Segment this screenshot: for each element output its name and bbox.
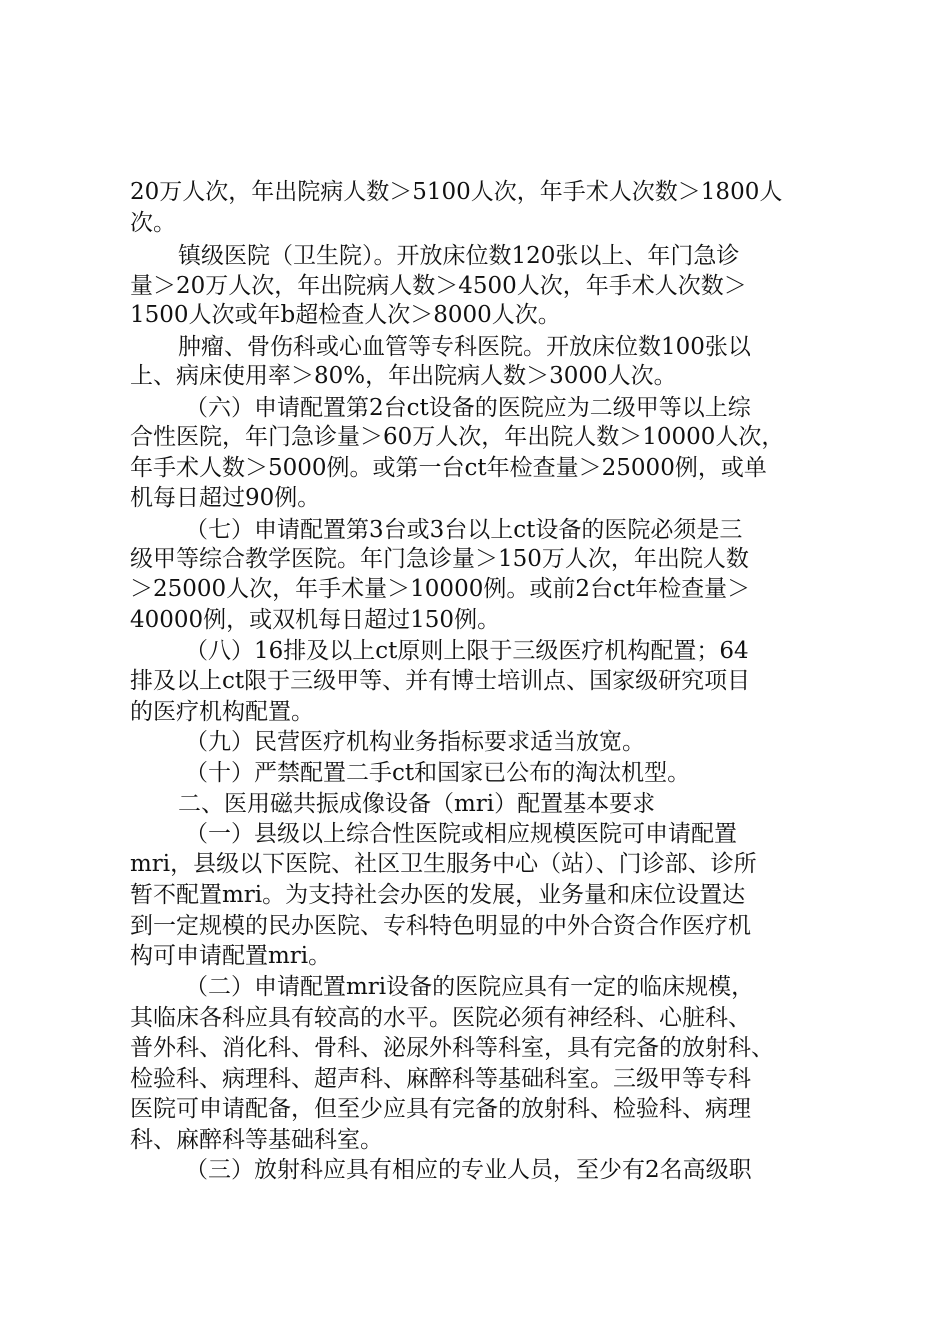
text-line: 量＞20万人次，年出院病人数＞4500人次，年手术人次数＞ — [130, 273, 747, 299]
text-line: 检验科、病理科、超声科、麻醉科等基础科室。三级甲等专科 — [130, 1066, 751, 1092]
text-line: 20万人次，年出院病人数＞5100人次，年手术人次数＞1800人 — [130, 179, 783, 205]
text-line: （七）申请配置第3台或3台以上ct设备的医院必须是三 — [185, 517, 743, 543]
text-line: （一）县级以上综合性医院或相应规模医院可申请配置 — [185, 821, 737, 847]
text-line: （三）放射科应具有相应的专业人员，至少有2名高级职 — [185, 1157, 752, 1183]
text-line: 上、病床使用率＞80%，年出院病人数＞3000人次。 — [130, 363, 677, 389]
text-line: 暂不配置mri。为支持社会办医的发展，业务量和床位设置达 — [130, 882, 746, 908]
text-line: ＞25000人次，年手术量＞10000例。或前2台ct年检查量＞ — [130, 576, 751, 602]
text-line: 次。 — [130, 210, 176, 236]
text-line: （八）16排及以上ct原则上限于三级医疗机构配置；64 — [185, 638, 749, 664]
text-line: 到一定规模的民办医院、专科特色明显的中外合资合作医疗机 — [130, 913, 751, 939]
text-line: 1500人次或年b超检查人次＞8000人次。 — [130, 302, 561, 328]
text-line: 的医疗机构配置。 — [130, 699, 314, 725]
text-line: 机每日超过90例。 — [130, 485, 321, 511]
text-line: 年手术人数＞5000例。或第一台ct年检查量＞25000例，或单 — [130, 455, 767, 481]
text-line: 其临床各科应具有较高的水平。医院必须有神经科、心脏科、 — [130, 1005, 751, 1031]
text-line: 40000例，或双机每日超过150例。 — [130, 607, 501, 633]
text-line: （九）民营医疗机构业务指标要求适当放宽。 — [185, 729, 645, 755]
text-line: 镇级医院（卫生院）。开放床位数120张以上、年门急诊 — [178, 243, 740, 269]
text-line: 普外科、消化科、骨科、泌尿外科等科室，具有完备的放射科、 — [130, 1035, 774, 1061]
text-line: 构可申请配置mri。 — [130, 943, 332, 969]
text-line: （二）申请配置mri设备的医院应具有一定的临床规模， — [185, 974, 755, 1000]
text-line: （十）严禁配置二手ct和国家已公布的淘汰机型。 — [185, 760, 691, 786]
text-line: （六）申请配置第2台ct设备的医院应为二级甲等以上综 — [185, 395, 751, 421]
text-line: mri，县级以下医院、社区卫生服务中心（站）、门诊部、诊所 — [130, 851, 757, 877]
text-line: 合性医院，年门急诊量＞60万人次，年出院人数＞10000人次， — [130, 424, 785, 450]
text-line: 科、麻醉科等基础科室。 — [130, 1127, 383, 1153]
text-line: 级甲等综合教学医院。年门急诊量＞150万人次，年出院人数 — [130, 546, 749, 572]
text-line: 二、医用磁共振成像设备（mri）配置基本要求 — [178, 791, 656, 817]
text-line: 医院可申请配备，但至少应具有完备的放射科、检验科、病理 — [130, 1096, 751, 1122]
text-line: 肿瘤、骨伤科或心血管等专科医院。开放床位数100张以 — [178, 334, 751, 360]
text-line: 排及以上ct限于三级甲等、并有博士培训点、国家级研究项目 — [130, 668, 751, 694]
